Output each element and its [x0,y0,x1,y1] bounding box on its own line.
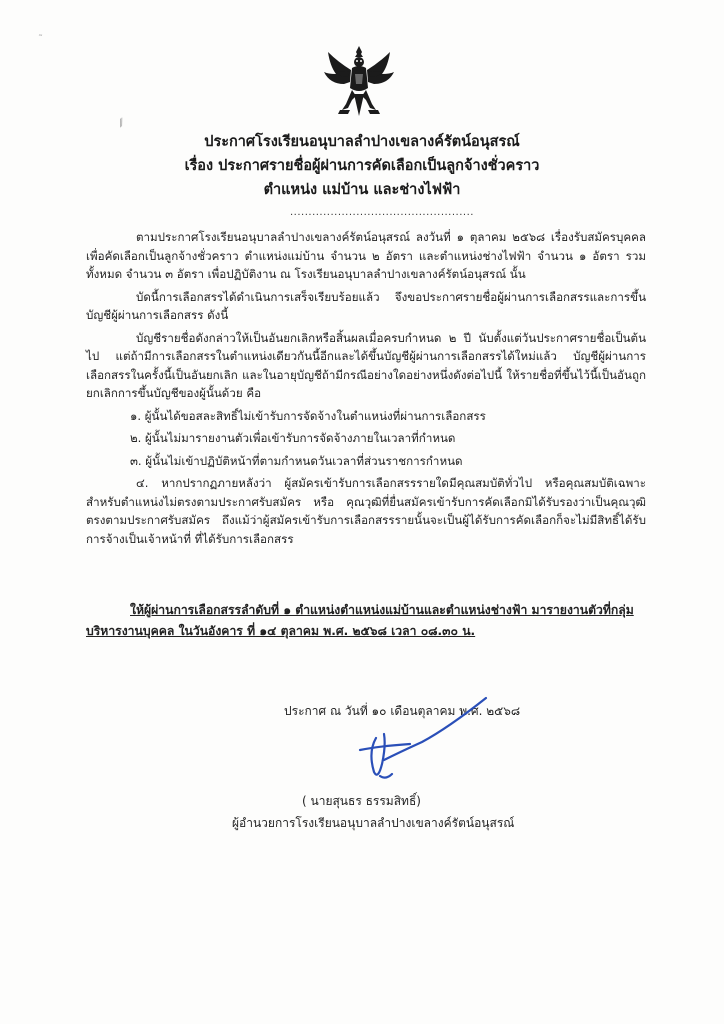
title-line-1: ประกาศโรงเรียนอนุบาลลำปางเขลางค์รัตน์อนุสรณ์ [204,134,520,150]
document-body [86,228,646,552]
title-line-2: เรื่อง ประกาศรายชื่อผู้ผ่านการคัดเลือกเป็นลูกจ้างชั่วคราว [184,158,540,174]
garuda-emblem-icon [322,44,396,120]
list-item: ๓. ผู้นั้นไม่เข้าปฏิบัติหน้าที่ตามกำหนดวันเวลาที่ส่วนราชการกำหนด [130,453,463,468]
scan-speck: ⁄⁄ [117,117,126,130]
signer-title: ผู้อำนวยการโรงเรียนอนุบาลลำปางเขลางค์รัตน์อนุสรณ์ [232,816,515,830]
title-separator: .................................................. [290,207,474,218]
signer-name: ( นายสุนธร ธรรมสิทธิ์) [302,794,421,808]
signature-icon [340,694,500,784]
list-item: ๒. ผู้นั้นไม่มารายงานตัวเพื่อเข้ารับการจัดจ้างภายในเวลาที่กำหนด [130,431,456,445]
paragraph-reference: ตามประกาศโรงเรียนอนุบาลลำปางเขลางค์รัตน์อนุสรณ์ ลงวันที่ ๑ ตุลาคม ๒๕๖๘ เรื่องรับสมัครบุคคลเพื่อคัดเลือกเป็นลูกจ้างชั่วคราว ตำแหน่งแม่บ้าน จำนวน ๒ อัตรา และตำแหน่งช่างไฟฟ้า จำนวน ๑ อัตรา รวมทั้งหมด จำนวน ๓ อัตรา เพื่อปฏิบัติงาน ณ โรงเรียนอนุบาลลำปางเขลางค์รัตน์อนุสรณ์ นั้น [86,230,646,281]
title-line-3: ตำแหน่ง แม่บ้าน และช่างไฟฟ้า [263,182,461,198]
list-item: ๔. หากปรากฏภายหลังว่า ผู้สมัครเข้ารับการเลือกสรรรายใดมีคุณสมบัติทั่วไป หรือคุณสมบัติเฉพาะสำหรับตำแหน่งไม่ตรงตามประกาศรับสมัคร หรือ คุณวุฒิที่ยื่นสมัครเข้ารับการคัดเลือกมิได้รับรองว่าเป็นคุณวุฒิตรงตามประกาศรับสมัคร ถึงแม้ว่าผู้สมัครเข้ารับการเลือกสรรรายนั้นจะเป็นผู้ได้รับการคัดเลือกก็จะไม่มีสิทธิ์ได้รับการจ้างเป็นเจ้าหน้าที่ ที่ได้รับการเลือกสรร [86,476,646,546]
document-title [0,130,724,202]
report-instruction: ให้ผู้ผ่านการเลือกสรรลำดับที่ ๑ ตำแหน่งตำแหน่งแม่บ้านและตำแหน่งช่างฟ้า มารายงานตัวที่กลุ่มบริหารงานบุคคล ในวันอังคาร ที่ ๑๔ ตุลาคม พ.ศ. ๒๕๖๘ เวลา ๐๘.๓๐ น. [86,603,634,638]
scan-speck: ˜ [38,34,43,45]
list-item: ๑. ผู้นั้นได้ขอสละสิทธิ์ไม่เข้ารับการจัดจ้างในตำแหน่งที่ผ่านการเลือกสรร [130,408,486,423]
paragraph-announcement-intro: บัดนี้การเลือกสรรได้ดำเนินการเสร็จเรียบร้อยแล้ว จึงขอประกาศรายชื่อผู้ผ่านการเลือกสรรและการขึ้นบัญชีผู้ผ่านการเลือกสรร ดังนี้ [86,289,646,322]
announcement-date: ประกาศ ณ วันที่ ๑๐ เดือนตุลาคม พ.ศ. ๒๕๖๘ [284,704,521,718]
paragraph-validity: บัญชีรายชื่อดังกล่าวให้เป็นอันยกเลิกหรือสิ้นผลเมื่อครบกำหนด ๒ ปี นับตั้งแต่วันประกาศรายชื่อเป็นต้นไป แต่ถ้ามีการเลือกสรรในตำแหน่งเดียวกันนี้อีกและได้ขึ้นบัญชีผู้ผ่านการเลือกสรรได้ใหม่แล้ว บัญชีผู้ผ่านการเลือกสรรในครั้งนี้เป็นอันยกเลิก และในอายุบัญชีถ้ามีกรณีอย่างใดอย่างหนึ่งดังต่อไปนี้ ให้รายชื่อที่ขึ้นไว้นี้เป็นอันถูกยกเลิกการขึ้นบัญชีของผู้นั้นด้วย คือ [86,330,646,400]
